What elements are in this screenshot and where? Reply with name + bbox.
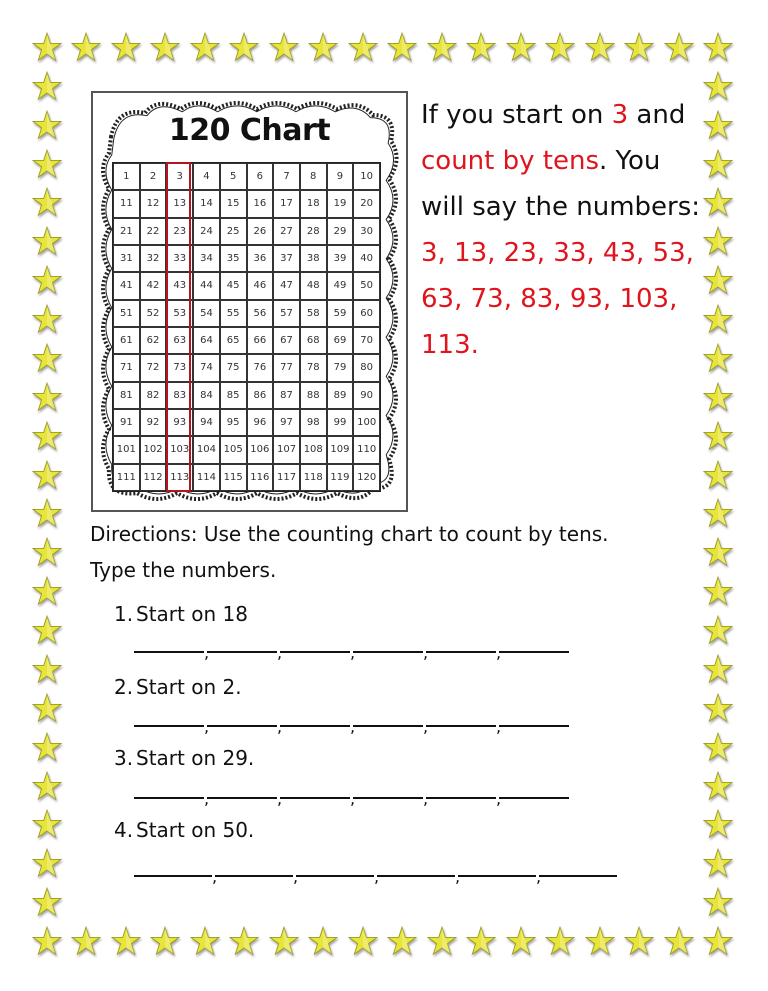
grid-cell: 64 — [193, 327, 220, 354]
grid-cell: 96 — [247, 409, 274, 436]
star-icon — [32, 304, 62, 334]
grid-cell: 48 — [300, 272, 327, 299]
question-label: Start on 2. — [136, 675, 242, 699]
grid-cell: 23 — [166, 218, 193, 245]
grid-cell: 53 — [166, 300, 193, 327]
comma-separator: , — [277, 789, 283, 808]
star-icon — [703, 32, 733, 62]
question-3 — [114, 746, 254, 770]
grid-cell: 51 — [113, 300, 140, 327]
grid-cell: 60 — [353, 300, 380, 327]
star-icon — [150, 926, 180, 956]
grid-cell: 19 — [327, 190, 354, 217]
answer-blank[interactable] — [377, 875, 455, 877]
grid-cell: 52 — [140, 300, 167, 327]
grid-cell: 92 — [140, 409, 167, 436]
number-grid — [112, 162, 381, 492]
grid-cell: 35 — [220, 245, 247, 272]
grid-cell: 12 — [140, 190, 167, 217]
answer-blanks-1[interactable] — [134, 643, 569, 662]
grid-cell: 16 — [247, 190, 274, 217]
grid-cell: 114 — [193, 464, 220, 491]
star-icon — [32, 771, 62, 801]
grid-cell: 33 — [166, 245, 193, 272]
grid-cell: 98 — [300, 409, 327, 436]
grid-cell: 94 — [193, 409, 220, 436]
star-icon — [269, 926, 299, 956]
grid-cell: 3 — [166, 163, 193, 190]
grid-cell: 14 — [193, 190, 220, 217]
answer-blank[interactable] — [499, 725, 569, 727]
grid-cell: 32 — [140, 245, 167, 272]
grid-cell: 8 — [300, 163, 327, 190]
comma-separator: , — [350, 643, 356, 662]
star-icon — [229, 926, 259, 956]
grid-cell: 76 — [247, 354, 274, 381]
question-1 — [114, 602, 248, 626]
star-icon — [32, 615, 62, 645]
star-icon — [703, 848, 733, 878]
star-icon — [348, 32, 378, 62]
answer-blank[interactable] — [353, 651, 423, 653]
star-icon — [32, 848, 62, 878]
grid-cell: 77 — [273, 354, 300, 381]
comma-separator: , — [496, 789, 502, 808]
grid-cell: 42 — [140, 272, 167, 299]
grid-cell: 104 — [193, 436, 220, 463]
grid-cell: 17 — [273, 190, 300, 217]
question-label: Start on 29. — [136, 746, 255, 770]
star-icon — [506, 32, 536, 62]
grid-cell: 61 — [113, 327, 140, 354]
grid-cell: 65 — [220, 327, 247, 354]
answer-blanks-4[interactable] — [134, 867, 617, 886]
star-icon — [703, 732, 733, 762]
grid-cell: 45 — [220, 272, 247, 299]
star-icon — [308, 32, 338, 62]
grid-cell: 93 — [166, 409, 193, 436]
grid-cell: 43 — [166, 272, 193, 299]
question-2 — [114, 675, 242, 699]
comma-separator: , — [204, 643, 210, 662]
answer-blanks-3[interactable] — [134, 789, 569, 808]
grid-cell: 56 — [247, 300, 274, 327]
grid-cell: 118 — [300, 464, 327, 491]
star-icon — [32, 693, 62, 723]
comma-separator: , — [536, 867, 542, 886]
answer-blank[interactable] — [458, 875, 536, 877]
star-icon — [32, 421, 62, 451]
grid-cell: 107 — [273, 436, 300, 463]
question-label: Start on 18 — [136, 602, 248, 626]
star-icon — [703, 654, 733, 684]
directions — [90, 516, 710, 588]
star-icon — [703, 809, 733, 839]
star-icon — [32, 887, 62, 917]
answer-blank[interactable] — [207, 651, 277, 653]
answer-blank[interactable] — [207, 725, 277, 727]
explanation-part2: and — [628, 100, 686, 130]
star-icon — [703, 421, 733, 451]
star-icon — [150, 32, 180, 62]
grid-cell: 55 — [220, 300, 247, 327]
grid-cell: 119 — [327, 464, 354, 491]
grid-cell: 83 — [166, 382, 193, 409]
answer-blank[interactable] — [215, 875, 293, 877]
star-icon — [71, 32, 101, 62]
grid-cell: 95 — [220, 409, 247, 436]
answer-blank[interactable] — [280, 651, 350, 653]
star-icon — [585, 926, 615, 956]
chart-120-image — [91, 91, 408, 512]
grid-cell: 78 — [300, 354, 327, 381]
grid-cell: 54 — [193, 300, 220, 327]
star-icon — [32, 226, 62, 256]
grid-cell: 10 — [353, 163, 380, 190]
star-icon — [32, 265, 62, 295]
star-icon — [585, 32, 615, 62]
star-icon — [308, 926, 338, 956]
grid-cell: 4 — [193, 163, 220, 190]
grid-cell: 28 — [300, 218, 327, 245]
comma-separator: , — [374, 867, 380, 886]
grid-cell: 58 — [300, 300, 327, 327]
grid-cell: 27 — [273, 218, 300, 245]
grid-cell: 115 — [220, 464, 247, 491]
grid-cell: 103 — [166, 436, 193, 463]
answer-blank[interactable] — [207, 797, 277, 799]
grid-cell: 90 — [353, 382, 380, 409]
comma-separator: , — [212, 867, 218, 886]
answer-blank[interactable] — [499, 797, 569, 799]
star-icon — [111, 32, 141, 62]
grid-cell: 99 — [327, 409, 354, 436]
star-icon — [703, 693, 733, 723]
grid-cell: 73 — [166, 354, 193, 381]
grid-cell: 69 — [327, 327, 354, 354]
grid-cell: 9 — [327, 163, 354, 190]
grid-cell: 117 — [273, 464, 300, 491]
star-icon — [32, 460, 62, 490]
answer-blank[interactable] — [426, 797, 496, 799]
grid-cell: 106 — [247, 436, 274, 463]
grid-cell: 15 — [220, 190, 247, 217]
star-icon — [703, 926, 733, 956]
star-icon — [32, 576, 62, 606]
answer-blank[interactable] — [280, 725, 350, 727]
grid-cell: 18 — [300, 190, 327, 217]
grid-cell: 68 — [300, 327, 327, 354]
count-phrase-tens: tens — [542, 146, 599, 176]
star-icon — [190, 926, 220, 956]
grid-cell: 59 — [327, 300, 354, 327]
grid-cell: 46 — [247, 272, 274, 299]
grid-cell: 36 — [247, 245, 274, 272]
grid-cell: 7 — [273, 163, 300, 190]
star-icon — [703, 382, 733, 412]
grid-cell: 88 — [300, 382, 327, 409]
grid-cell: 101 — [113, 436, 140, 463]
star-icon — [32, 32, 62, 62]
grid-cell: 30 — [353, 218, 380, 245]
grid-cell: 67 — [273, 327, 300, 354]
grid-cell: 66 — [247, 327, 274, 354]
star-icon — [32, 187, 62, 217]
star-icon — [32, 498, 62, 528]
star-icon — [32, 343, 62, 373]
grid-cell: 74 — [193, 354, 220, 381]
star-icon — [348, 926, 378, 956]
grid-cell: 97 — [273, 409, 300, 436]
grid-cell: 5 — [220, 163, 247, 190]
answer-blank[interactable] — [499, 651, 569, 653]
answer-blank[interactable] — [296, 875, 374, 877]
grid-cell: 80 — [353, 354, 380, 381]
star-icon — [32, 926, 62, 956]
star-icon — [32, 537, 62, 567]
question-number: 3. — [114, 746, 134, 770]
star-icon — [703, 615, 733, 645]
grid-cell: 113 — [166, 464, 193, 491]
star-icon — [190, 32, 220, 62]
star-icon — [624, 926, 654, 956]
grid-cell: 47 — [273, 272, 300, 299]
star-icon — [269, 32, 299, 62]
grid-cell: 13 — [166, 190, 193, 217]
grid-cell: 89 — [327, 382, 354, 409]
star-icon — [703, 771, 733, 801]
grid-cell: 72 — [140, 354, 167, 381]
star-icon — [624, 32, 654, 62]
grid-cell: 63 — [166, 327, 193, 354]
star-icon — [387, 32, 417, 62]
comma-separator: , — [204, 789, 210, 808]
grid-cell: 87 — [273, 382, 300, 409]
star-icon — [545, 32, 575, 62]
comma-separator: , — [277, 643, 283, 662]
comma-separator: , — [423, 717, 429, 736]
grid-cell: 1 — [113, 163, 140, 190]
answer-blanks-2[interactable] — [134, 717, 569, 736]
grid-cell: 34 — [193, 245, 220, 272]
star-icon — [71, 926, 101, 956]
question-number: 1. — [114, 602, 134, 626]
chart-title: 120 Chart — [168, 113, 331, 148]
star-icon — [32, 809, 62, 839]
number-sequence: 3, 13, 23, 33, 43, 53, 63, 73, 83, 93, 103, 113. — [421, 238, 694, 360]
grid-cell: 81 — [113, 382, 140, 409]
grid-cell: 108 — [300, 436, 327, 463]
comma-separator: , — [204, 717, 210, 736]
answer-blank[interactable] — [134, 651, 204, 653]
grid-cell: 70 — [353, 327, 380, 354]
star-icon — [664, 926, 694, 956]
star-icon — [427, 32, 457, 62]
grid-cell: 44 — [193, 272, 220, 299]
start-number: 3 — [611, 100, 629, 130]
answer-blank[interactable] — [134, 875, 212, 877]
answer-blank[interactable] — [353, 797, 423, 799]
comma-separator: , — [455, 867, 461, 886]
grid-cell: 116 — [247, 464, 274, 491]
count-phrase: count by — [421, 146, 535, 176]
grid-cell: 105 — [220, 436, 247, 463]
grid-cell: 25 — [220, 218, 247, 245]
grid-cell: 57 — [273, 300, 300, 327]
comma-separator: , — [293, 867, 299, 886]
answer-blank[interactable] — [134, 797, 204, 799]
grid-cell: 110 — [353, 436, 380, 463]
grid-cell: 37 — [273, 245, 300, 272]
grid-cell: 24 — [193, 218, 220, 245]
comma-separator: , — [350, 789, 356, 808]
question-4 — [114, 818, 254, 842]
grid-cell: 50 — [353, 272, 380, 299]
grid-cell: 79 — [327, 354, 354, 381]
star-icon — [32, 71, 62, 101]
grid-cell: 84 — [193, 382, 220, 409]
grid-cell: 49 — [327, 272, 354, 299]
star-icon — [466, 926, 496, 956]
grid-cell: 39 — [327, 245, 354, 272]
grid-cell: 112 — [140, 464, 167, 491]
grid-cell: 62 — [140, 327, 167, 354]
answer-blank[interactable] — [134, 725, 204, 727]
star-icon — [32, 149, 62, 179]
star-icon — [703, 887, 733, 917]
grid-cell: 21 — [113, 218, 140, 245]
grid-cell: 85 — [220, 382, 247, 409]
star-icon — [664, 32, 694, 62]
comma-separator: , — [496, 717, 502, 736]
grid-cell: 71 — [113, 354, 140, 381]
star-icon — [32, 654, 62, 684]
grid-cell: 111 — [113, 464, 140, 491]
grid-cell: 102 — [140, 436, 167, 463]
grid-cell: 26 — [247, 218, 274, 245]
star-icon — [506, 926, 536, 956]
grid-cell: 41 — [113, 272, 140, 299]
comma-separator: , — [496, 643, 502, 662]
question-number: 2. — [114, 675, 134, 699]
comma-separator: , — [423, 789, 429, 808]
grid-cell: 120 — [353, 464, 380, 491]
explanation-text — [421, 92, 711, 368]
directions-line1: Directions: Use the counting chart to count by tens. — [90, 522, 609, 546]
star-icon — [466, 32, 496, 62]
comma-separator: , — [277, 717, 283, 736]
grid-cell: 22 — [140, 218, 167, 245]
grid-cell: 86 — [247, 382, 274, 409]
grid-cell: 40 — [353, 245, 380, 272]
star-icon — [229, 32, 259, 62]
star-icon — [111, 926, 141, 956]
star-icon — [32, 382, 62, 412]
grid-cell: 20 — [353, 190, 380, 217]
question-label: Start on 50. — [136, 818, 255, 842]
star-icon — [387, 926, 417, 956]
explanation-part1: If you start on — [421, 100, 612, 130]
answer-blank[interactable] — [426, 725, 496, 727]
star-icon — [32, 732, 62, 762]
star-icon — [703, 460, 733, 490]
question-number: 4. — [114, 818, 134, 842]
star-icon — [32, 110, 62, 140]
grid-cell: 38 — [300, 245, 327, 272]
grid-cell: 29 — [327, 218, 354, 245]
grid-cell: 82 — [140, 382, 167, 409]
star-icon — [545, 926, 575, 956]
answer-blank[interactable] — [426, 651, 496, 653]
grid-cell: 91 — [113, 409, 140, 436]
grid-cell: 31 — [113, 245, 140, 272]
grid-cell: 75 — [220, 354, 247, 381]
explanation-part3: . You will say the numbers: — [421, 146, 701, 222]
grid-cell: 109 — [327, 436, 354, 463]
grid-cell: 6 — [247, 163, 274, 190]
answer-blank[interactable] — [539, 875, 617, 877]
answer-blank[interactable] — [280, 797, 350, 799]
star-icon — [427, 926, 457, 956]
comma-separator: , — [350, 717, 356, 736]
grid-cell: 100 — [353, 409, 380, 436]
comma-separator: , — [423, 643, 429, 662]
directions-line2: Type the numbers. — [90, 558, 277, 582]
grid-cell: 2 — [140, 163, 167, 190]
grid-cell: 11 — [113, 190, 140, 217]
answer-blank[interactable] — [353, 725, 423, 727]
